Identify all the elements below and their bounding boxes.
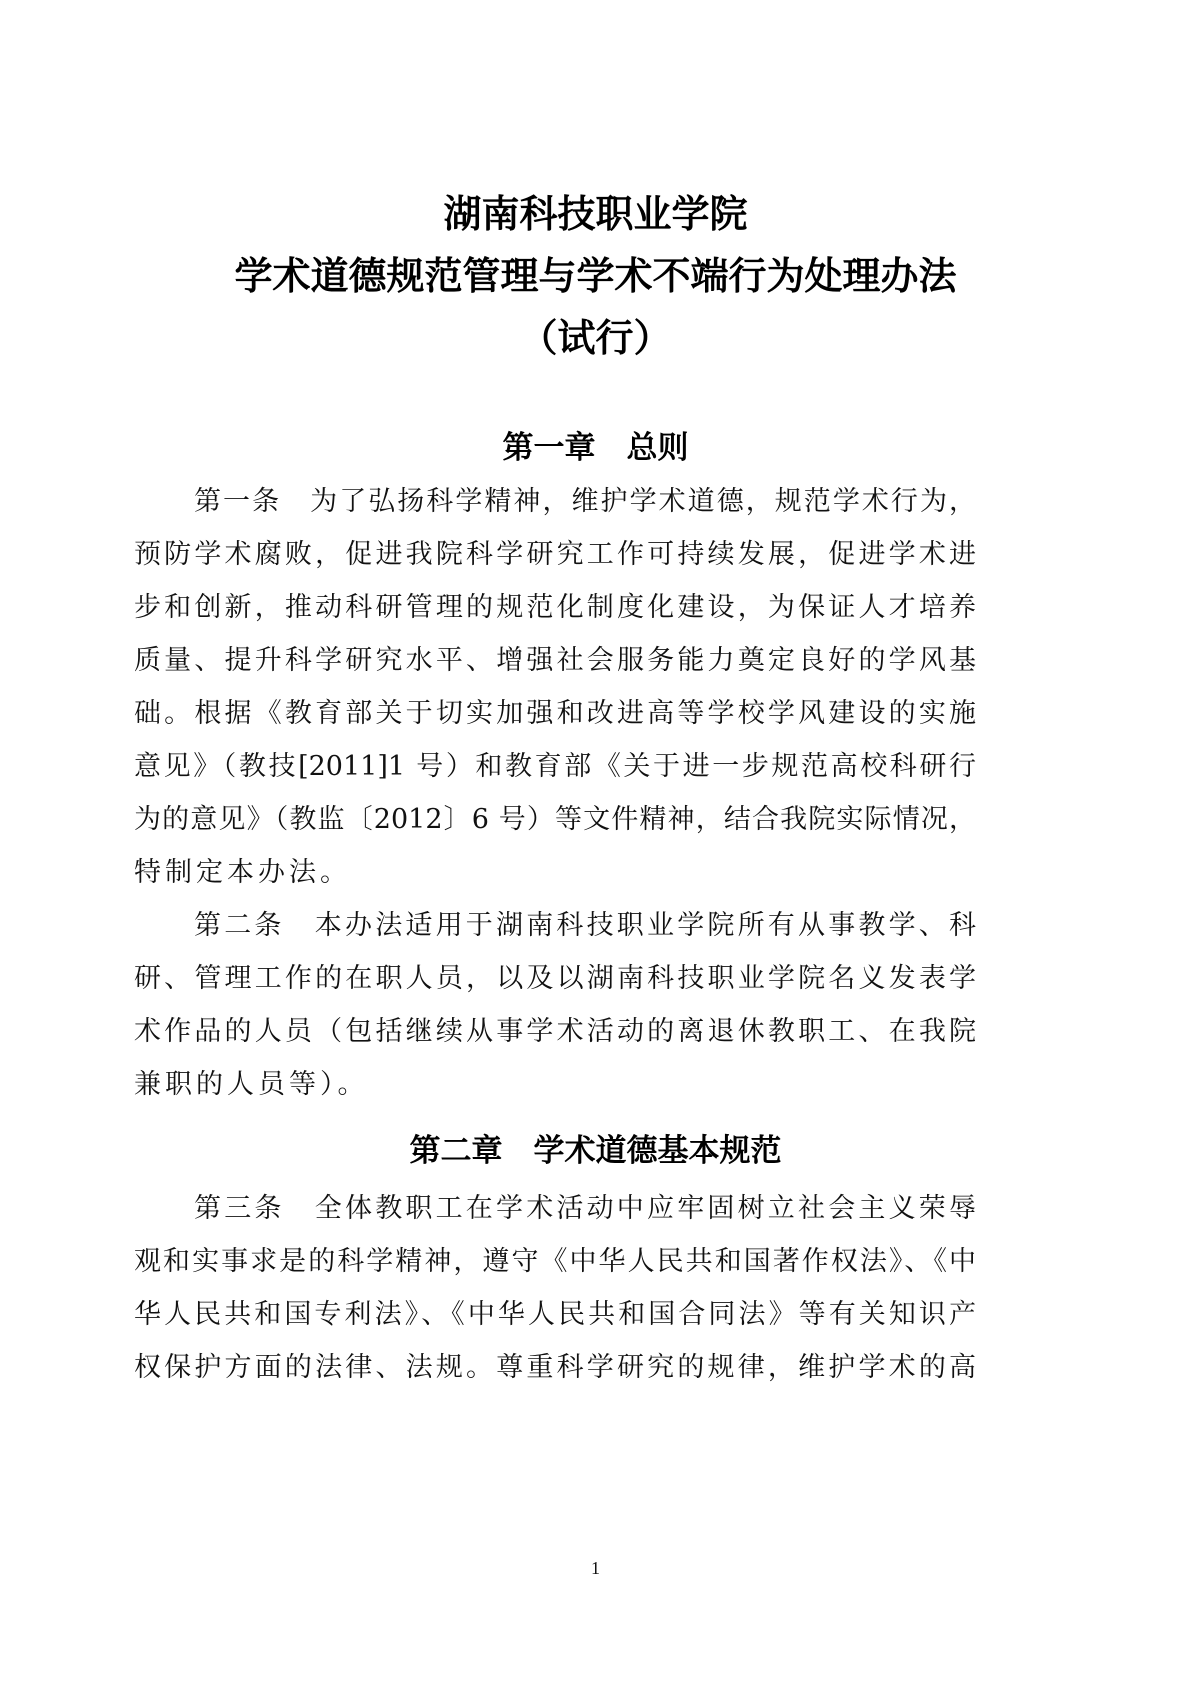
paragraph-line: 质量、提升科学研究水平、增强社会服务能力奠定良好的学风基: [134, 645, 976, 676]
paragraph-line: 意见》（教技[2011]1 号）和教育部《关于进一步规范高校科研行: [134, 751, 976, 782]
document-title-trial: （试行）: [519, 316, 672, 360]
paragraph-line: 础。根据《教育部关于切实加强和改进高等学校学风建设的实施: [134, 698, 976, 729]
paragraph-line: 研、管理工作的在职人员，以及以湖南科技职业学院名义发表学: [134, 963, 976, 994]
paragraph-line: 第一条 为了弘扬科学精神，维护学术道德，规范学术行为，: [194, 486, 976, 517]
paragraph-line: 步和创新，推动科研管理的规范化制度化建设，为保证人才培养: [134, 592, 976, 623]
paragraph-line: 为的意见》（教监〔2012〕6 号）等文件精神，结合我院实际情况，: [134, 804, 976, 835]
page-number: 1: [591, 1558, 600, 1578]
paragraph-line: 特制定本办法。: [134, 857, 351, 888]
paragraph-line: 第二条 本办法适用于湖南科技职业学院所有从事教学、科: [194, 910, 976, 941]
paragraph-line: 权保护方面的法律、法规。尊重科学研究的规律，维护学术的高: [134, 1352, 976, 1383]
paragraph-line: 术作品的人员（包括继续从事学术活动的离退休教职工、在我院: [134, 1016, 976, 1047]
document-title-institution: 湖南科技职业学院: [443, 192, 748, 236]
document-title-main: 学术道德规范管理与学术不端行为处理办法: [234, 254, 957, 298]
paragraph-line: 预防学术腐败，促进我院科学研究工作可持续发展，促进学术进: [134, 539, 976, 570]
paragraph-line: 兼职的人员等）。: [134, 1069, 369, 1100]
chapter-heading-1: 第一章 总则: [502, 430, 689, 466]
paragraph-line: 华人民共和国专利法》、《中华人民共和国合同法》等有关知识产: [134, 1299, 976, 1330]
chapter-heading-2: 第二章 学术道德基本规范: [409, 1133, 782, 1169]
paragraph-line: 观和实事求是的科学精神，遵守《中华人民共和国著作权法》、《中: [134, 1246, 976, 1277]
paragraph-line: 第三条 全体教职工在学术活动中应牢固树立社会主义荣辱: [194, 1193, 976, 1224]
